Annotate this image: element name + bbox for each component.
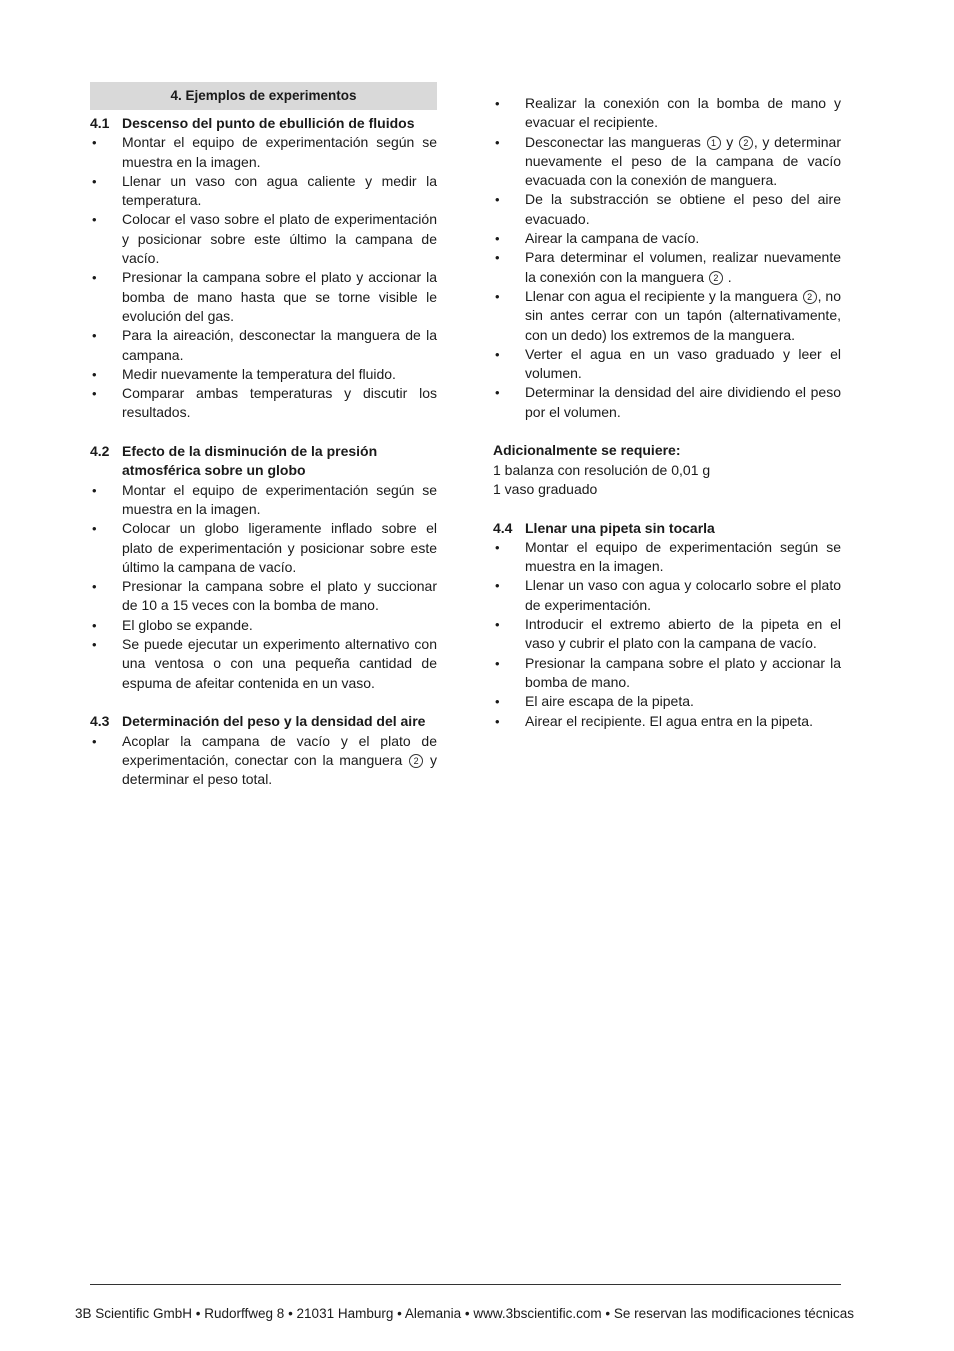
list-item [493,229,841,248]
list-item [493,576,841,615]
list-item-text [122,732,437,790]
list-item [90,616,437,635]
requirement-item: 1 vaso graduado [493,480,598,497]
list-item [493,133,841,191]
list-item [493,692,841,711]
list-item [90,635,437,693]
list-item-text: Presionar la campana sobre el plato y accionar la bomba de mano hasta que se torne visible le evolución del gas. [122,269,437,324]
text-fragment: , y determinar nuevamente el peso de la campana de vacío evacuada con la conexión de manguera. [525,133,842,189]
list-item-text: Realizar la conexión con la bomba de mano y evacuar el recipiente. [525,95,841,131]
bullet-icon: • [495,385,500,401]
list-item [493,383,841,422]
section-4-3-heading [90,712,437,731]
bullet-icon: • [92,579,97,595]
section-4-2-list [90,481,437,693]
list-item-text: Llenar un vaso con agua y colocarlo sobre el plato de experimentación. [525,577,841,613]
bullet-icon: • [92,482,97,498]
section-number: 4.3 [90,713,110,730]
circled-two-icon: 2 [409,754,423,768]
list-item [493,654,841,693]
list-item-text: Para la aireación, desconectar la manguera de la campana. [122,327,437,363]
bullet-icon: • [495,134,500,150]
list-item [90,133,437,172]
bullet-icon: • [92,637,97,653]
text-fragment: , no sin antes cerrar con un tapón (alternativamente, con un dedo) los extremos de la manguera. [525,287,841,343]
section-4-4-list [493,538,841,731]
bullet-icon: • [92,733,97,749]
additional-requirements-label: Adicionalmente se requiere: [493,442,681,459]
footer-divider [90,1284,841,1285]
list-item [493,345,841,384]
list-item [90,481,437,520]
list-item-text: Introducir el extremo abierto de la pipeta en el vaso y cubrir el plato con la campana de vacío. [525,616,841,652]
bullet-icon: • [92,328,97,344]
section-number: 4.1 [90,115,110,131]
requirement-item: 1 balanza con resolución de 0,01 g [493,461,711,478]
section-number: 4.4 [493,519,513,536]
list-item-text: Presionar la campana sobre el plato y accionar la bomba de mano. [525,654,841,690]
list-item-text: Colocar el vaso sobre el plato de experimentación y posicionar sobre este último la campana de vacío. [122,211,437,267]
bullet-icon: • [495,713,500,729]
list-item-text: Determinar la densidad del aire dividiendo el peso por el volumen. [525,384,841,420]
list-item-text: El aire escapa de la pipeta. [525,693,694,710]
list-item [90,365,437,384]
list-item [90,210,437,268]
page-footer: 3B Scientific GmbH • Rudorffweg 8 • 21031 Hamburg • Alemania • www.3bscientific.com • Se reservan las modificaciones técnicas [75,1306,854,1321]
bullet-icon: • [495,192,500,208]
list-item [90,172,437,211]
list-item [493,94,841,133]
spacer [493,499,841,518]
section-title: Determinación del peso y la densidad del aire [122,713,426,730]
section-4-1-list [90,133,437,422]
list-item-text: El globo se expande. [122,616,253,633]
list-item [493,287,841,345]
list-item-text: Colocar un globo ligeramente inflado sobre el plato de experimentación y posicionar sobre este último la campana de vacío. [122,520,437,575]
list-item-text [525,287,841,345]
bullet-icon: • [495,539,500,555]
bullet-icon: • [92,386,97,402]
section-4-4-heading [493,519,841,538]
list-item [90,732,437,790]
bullet-icon: • [92,617,97,633]
bullet-icon: • [92,212,97,228]
list-item-text: Se puede ejecutar un experimento alternativo con una ventosa o con una pequeña cantidad de espuma de afeitar contenida en un vaso. [122,636,437,691]
section-4-3-list-start [90,732,437,790]
bullet-icon: • [495,231,500,247]
bullet-icon: • [495,578,500,594]
list-item-text: Montar el equipo de experimentación según se muestra en la imagen. [122,134,437,170]
section-4-3-list-cont [493,94,841,422]
bullet-icon: • [92,521,97,537]
list-item-text: Airear el recipiente. El agua entra en la pipeta. [525,712,813,729]
list-item [90,326,437,365]
text-fragment: Acoplar la campana de vacío y el plato de experimentación, conectar con la manguera [122,732,437,768]
list-item [90,268,437,326]
bullet-icon: • [495,617,500,633]
bullet-icon: • [92,173,97,189]
text-fragment: Para determinar el volumen, realizar nuevamente la conexión con la manguera [525,249,841,285]
spacer [90,693,437,712]
list-item-text: Medir nuevamente la temperatura del fluido. [122,365,396,382]
list-item-text [525,133,841,191]
bullet-icon: • [495,288,500,304]
circled-two-icon: 2 [803,290,817,304]
bullet-icon: • [495,250,500,266]
spacer [90,423,437,442]
section-4-1-heading [90,114,437,133]
left-column [90,82,437,789]
bullet-icon: • [495,96,500,111]
bullet-icon: • [92,270,97,286]
list-item [493,248,841,287]
text-fragment: Llenar con agua el recipiente y la manguera [525,287,798,304]
text-fragment: . [727,268,732,285]
list-item [90,577,437,616]
list-item [90,384,437,423]
list-item [493,190,841,229]
list-item-text: Airear la campana de vacío. [525,230,700,247]
section-4-2-heading [90,442,437,481]
section-title: Descenso del punto de ebullición de fluidos [122,115,415,131]
main-heading: 4. Ejemplos de experimentos [90,82,437,110]
list-item [493,615,841,654]
list-item [90,519,437,577]
circled-one-icon: 1 [707,136,721,150]
list-item-text: De la substracción se obtiene el peso del aire evacuado. [525,191,841,227]
circled-two-icon: 2 [739,136,753,150]
bullet-icon: • [495,694,500,710]
section-number: 4.2 [90,443,110,460]
bullet-icon: • [495,655,500,671]
text-fragment: y determinar el peso total. [122,751,438,788]
text-fragment: y [726,133,734,150]
list-item-text: Montar el equipo de experimentación según se muestra en la imagen. [122,481,437,517]
list-item-text: Comparar ambas temperaturas y discutir los resultados. [122,385,437,421]
circled-two-icon: 2 [709,271,723,285]
bullet-icon: • [495,346,500,362]
spacer [493,422,841,441]
list-item-text: Llenar un vaso con agua caliente y medir la temperatura. [122,172,437,209]
section-title: Llenar una pipeta sin tocarla [525,519,715,536]
list-item-text: Verter el agua en un vaso graduado y leer el volumen. [525,345,841,382]
list-item [493,712,841,731]
list-item [493,538,841,577]
right-column [493,94,841,731]
list-item-text [525,248,841,287]
bullet-icon: • [92,366,97,382]
list-item-text: Presionar la campana sobre el plato y succionar de 10 a 15 veces con la bomba de mano. [122,578,437,614]
section-title: Efecto de la disminución de la presión atmosférica sobre un globo [122,443,378,479]
text-fragment: Desconectar las mangueras [525,133,701,150]
list-item-text: Montar el equipo de experimentación según se muestra en la imagen. [525,538,841,575]
bullet-icon: • [92,135,97,151]
